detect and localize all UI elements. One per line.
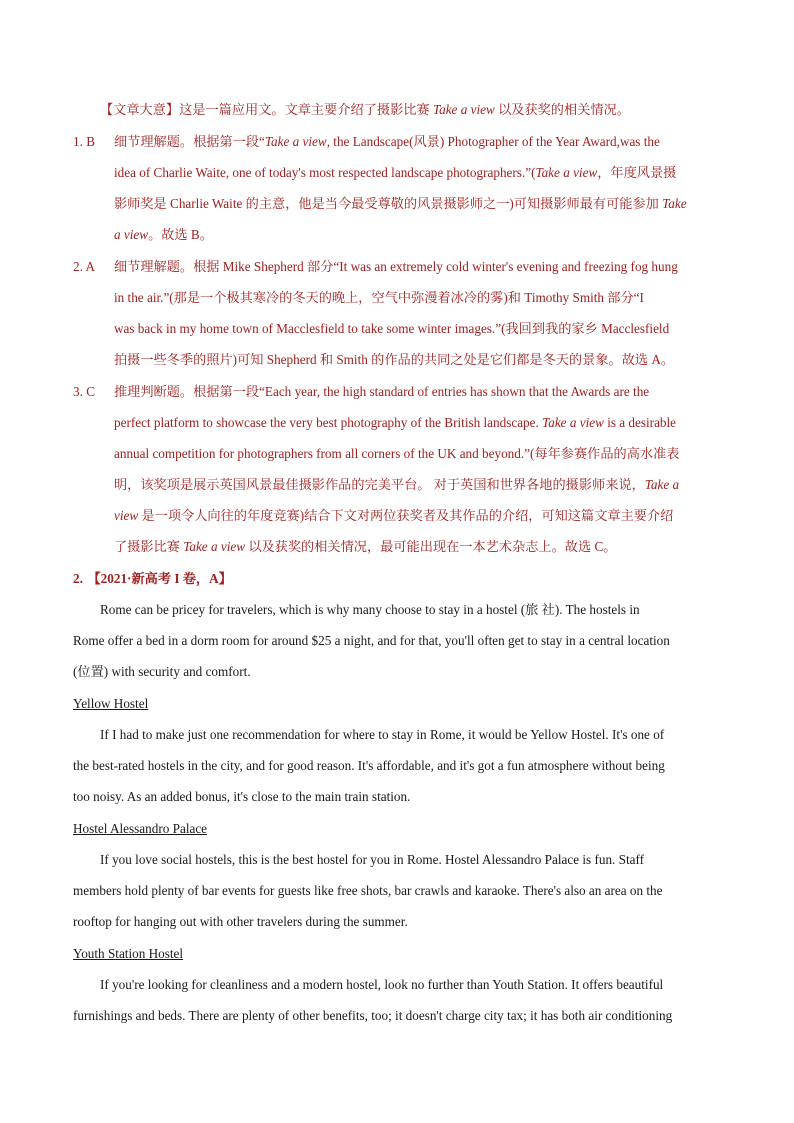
q1-line-2-title: Take a view — [535, 165, 598, 180]
q3-line-2-a: perfect platform to showcase the very best photography of the British landscape. — [114, 415, 543, 430]
q1-line-4-b: 。故选 B。 — [148, 227, 213, 242]
intro-line-1: Rome can be pricey for travelers, which is why many choose to stay in a hostel (旅 社). The hostels in — [100, 602, 640, 617]
q1-line-4-title: a view — [114, 227, 149, 242]
q1-line-1-a: 细节理解题。根据第一段“ — [114, 134, 265, 149]
q2-line-3: was back in my home town of Macclesfield to take some winter images.”(我回到我的家乡 Macclesfield — [114, 321, 670, 336]
q3-line-5-b: 是一项令人向往的年度竞赛)结合下文对两位获奖者及其作品的介绍，可知这篇文章主要介绍 — [138, 508, 674, 523]
summary-text-end: 以及获奖的相关情况。 — [494, 102, 630, 117]
q3-line-4 — [114, 475, 679, 495]
q1-line-2-a: idea of Charlie Waite, one of today's most respected landscape photographers.”( — [114, 165, 536, 180]
q1-line-3-a: 影师奖是 Charlie Waite 的主意，他是当今最受尊敬的风景摄影师之一)可知摄影师最有可能参加 — [114, 196, 663, 211]
yellow-hostel-line-3: too noisy. As an added bonus, it's close to the main train station. — [73, 789, 411, 804]
q3-line-2-title: Take a view — [542, 415, 604, 430]
q3-line-6-a: 了摄影比赛 — [114, 539, 184, 554]
alessandro-line-1: If you love social hostels, this is the best hostel for you in Rome. Hostel Alessandro Palace is fun. Staff — [100, 852, 645, 867]
q3-line-5 — [114, 506, 673, 526]
q1-line-1 — [114, 132, 660, 152]
intro-line-3: (位置) with security and comfort. — [73, 664, 251, 679]
q3-line-6-title: Take a view — [183, 539, 246, 554]
summary-line — [100, 100, 630, 120]
q3-line-6 — [114, 537, 616, 557]
passage-header-number: 2. — [73, 571, 83, 586]
q3-line-4-a: 明，该奖项是展示英国风景最佳摄影作品的完美平台。 对于英国和世界各地的摄影师来说， — [114, 477, 645, 492]
q3-line-5-title: view — [114, 508, 139, 523]
q2-line-4: 拍摄一些冬季的照片)可知 Shepherd 和 Smith 的作品的共同之处是它们都是冬天的景象。故选 A。 — [114, 352, 675, 367]
intro-line-2: Rome offer a bed in a dorm room for around $25 a night, and for that, you'll often get to stay in a central location — [73, 633, 670, 648]
youth-station-line-2: furnishings and beds. There are plenty of other benefits, too; it doesn't charge city tax; it has both air conditioning — [73, 1008, 673, 1023]
q3-number: 3. C — [73, 384, 95, 399]
alessandro-line-2: members hold plenty of bar events for guests like free shots, bar crawls and karaoke. There's also an area on the — [73, 883, 663, 898]
section-title-alessandro-palace: Hostel Alessandro Palace — [73, 821, 208, 836]
youth-station-line-1: If you're looking for cleanliness and a modern hostel, look no further than Youth Station. It offers beautiful — [100, 977, 664, 992]
alessandro-line-3: rooftop for hanging out with other travelers during the summer. — [73, 914, 408, 929]
q3-line-2-b: is a desirable — [603, 415, 677, 430]
q1-line-4 — [114, 225, 213, 245]
yellow-hostel-line-2: the best-rated hostels in the city, and for good reason. It's affordable, and it's got a fun atmosphere without being — [73, 758, 665, 773]
passage-header-source: 【2021·新高考 I 卷，A】 — [87, 571, 232, 586]
q1-line-2-b: ，年度风景摄 — [597, 165, 677, 180]
yellow-hostel-line-1: If I had to make just one recommendation for where to stay in Rome, it would be Yellow Hostel. It's one of — [100, 727, 665, 742]
q3-line-4-title: Take a — [644, 477, 680, 492]
q2-line-1: 细节理解题。根据 Mike Shepherd 部分“It was an extremely cold winter's evening and freezing fog hung — [114, 259, 678, 274]
q1-line-3-title: Take — [662, 196, 687, 211]
q1-number: 1. B — [73, 134, 95, 149]
passage-header — [73, 569, 232, 589]
section-title-yellow-hostel: Yellow Hostel — [73, 696, 149, 711]
q3-line-2 — [114, 413, 676, 433]
q3-line-6-b: 以及获奖的相关情况，最可能出现在一本艺术杂志上。故选 C。 — [245, 539, 617, 554]
section-title-youth-station: Youth Station Hostel — [73, 946, 184, 961]
q1-line-1-title: Take a view — [264, 134, 327, 149]
q1-line-1-b: , the Landscape(风景) Photographer of the Year Award,was the — [326, 134, 660, 149]
q3-line-3: annual competition for photographers from all corners of the UK and beyond.”(每年参赛作品的高水准表 — [114, 446, 680, 461]
summary-title: Take a view — [432, 102, 495, 117]
q2-line-2: in the air.”(那是一个极其寒冷的冬天的晚上，空气中弥漫着冰冷的雾)和 Timothy Smith 部分“I — [114, 290, 644, 305]
q2-number: 2. A — [73, 259, 95, 274]
summary-text: 这是一篇应用文。文章主要介绍了摄影比赛 — [179, 102, 433, 117]
q3-line-1: 推理判断题。根据第一段“Each year, the high standard of entries has shown that the Awards are the — [114, 384, 650, 399]
summary-label: 【文章大意】 — [100, 102, 180, 117]
q1-line-2 — [114, 163, 676, 183]
q1-line-3 — [114, 194, 687, 214]
